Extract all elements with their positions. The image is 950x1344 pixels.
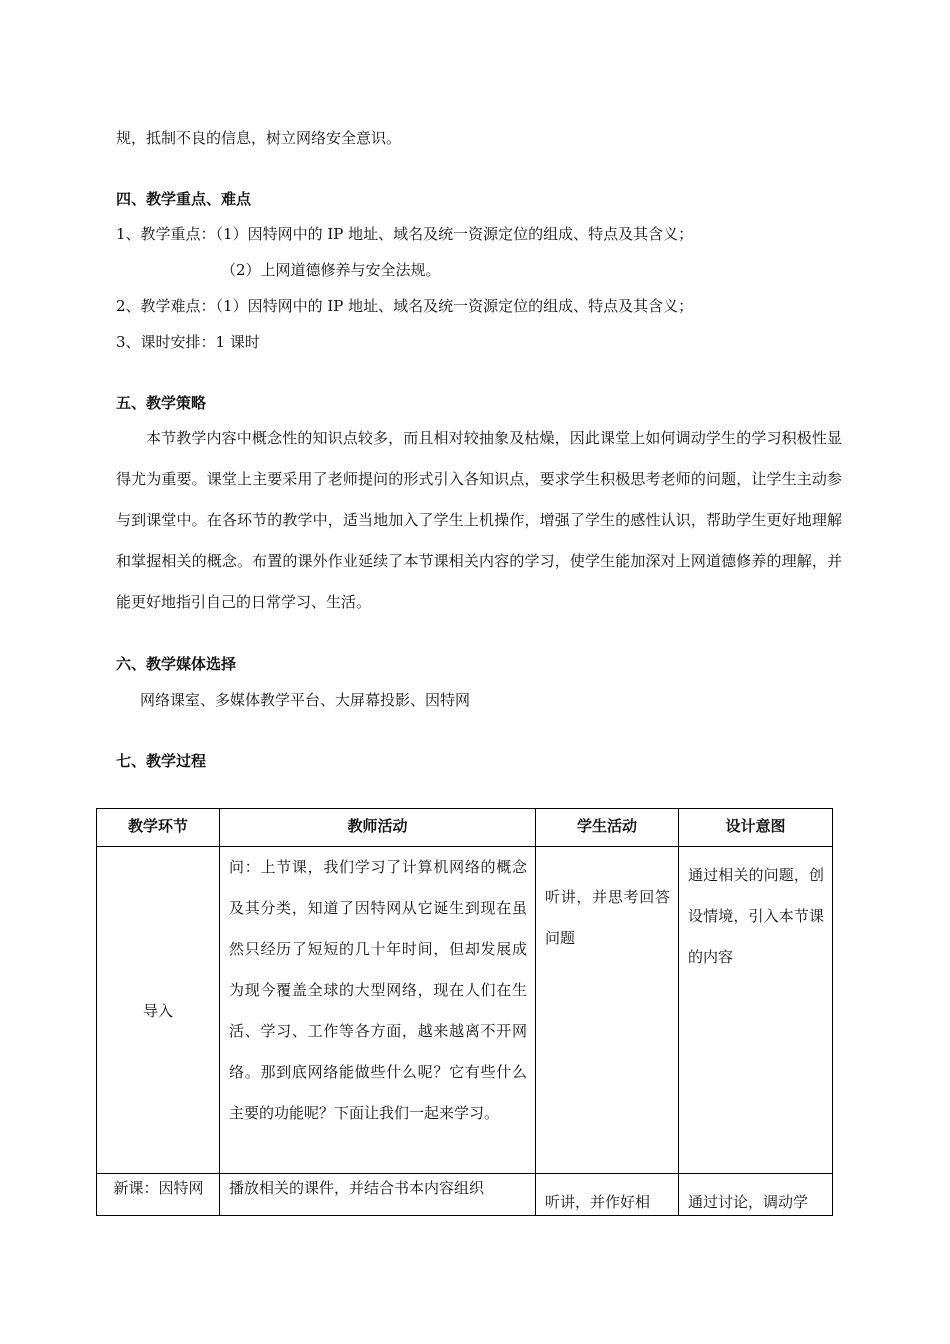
row1-stage-text: 导入 — [142, 1001, 173, 1020]
header-teacher: 教师活动 — [220, 809, 536, 847]
row1-intent — [679, 847, 833, 1174]
row1-student — [536, 847, 679, 1174]
row1-teacher — [220, 847, 536, 1174]
row2-stage — [97, 1174, 220, 1216]
row2-intent — [679, 1174, 833, 1216]
row2-stage-text: 新课：因特网 — [113, 1179, 204, 1197]
section5-heading: 五、教学策略 — [116, 394, 207, 412]
section4-item1-cont: （2）上网道德修养与安全法规。 — [221, 261, 441, 279]
section4-item1: 1、教学重点：（1）因特网中的 IP 地址、域名及统一资源定位的组成、特点及其含义； — [116, 225, 694, 243]
row1-intent-text: 通过相关的问题，创设情境，引入本节课的内容 — [688, 866, 824, 966]
section6-heading: 六、教学媒体选择 — [116, 655, 237, 673]
row2-teacher — [220, 1174, 536, 1216]
row2-teacher-text: 播放相关的课件，并结合书本内容组织 — [229, 1179, 485, 1197]
section4-item3: 3、课时安排：1 课时 — [116, 333, 260, 351]
table-row — [97, 847, 833, 1174]
intro-line: 规，抵制不良的信息，树立网络安全意识。 — [116, 129, 402, 147]
row2-intent-text: 通过讨论，调动学 — [688, 1193, 809, 1211]
header-student: 学生活动 — [536, 809, 679, 847]
row1-stage — [97, 847, 220, 1174]
table-header-row — [97, 809, 833, 847]
row2-student — [536, 1174, 679, 1216]
row2-student-text: 听讲，并作好相 — [545, 1193, 651, 1211]
row1-student-text: 听讲，并思考回答问题 — [545, 888, 670, 947]
section4-item2: 2、教学难点：（1）因特网中的 IP 地址、域名及统一资源定位的组成、特点及其含义； — [116, 297, 694, 315]
teaching-process-table — [96, 808, 833, 1216]
section6-content: 网络课室、多媒体教学平台、大屏幕投影、因特网 — [140, 691, 471, 709]
table-row — [97, 1174, 833, 1216]
section5-paragraph: 本节教学内容中概念性的知识点较多，而且相对较抽象及枯燥，因此课堂上如何调动学生的学习积极性显得尤为重要。课堂上主要采用了老师提问的形式引入各知识点，要求学生积极思考老师的问题，让学生主动参与到课堂中。在各环节的教学中，适当地加入了学生上机操作，增强了学生的感性认识，帮助学生更好地理解和掌握相关的概念。布置的课外作业延续了本节课相关内容的学习，使学生能加深对上网道德修养的理解，并能更好地指引自己的日常学习、生活。 — [116, 429, 842, 611]
header-stage: 教学环节 — [97, 809, 220, 847]
section4-heading: 四、教学重点、难点 — [116, 190, 252, 208]
section7-heading: 七、教学过程 — [116, 752, 207, 770]
header-intent: 设计意图 — [679, 809, 833, 847]
row1-teacher-text: 问：上节课，我们学习了计算机网络的概念及其分类，知道了因特网从它诞生到现在虽然只经历了短短的几十年时间，但却发展成为现今覆盖全球的大型网络，现在人们在生活、学习、工作等各方面，越来越离不开网络。那到底网络能做些什么呢？它有些什么主要的功能呢？下面让我们一起来学习。 — [229, 858, 527, 1122]
